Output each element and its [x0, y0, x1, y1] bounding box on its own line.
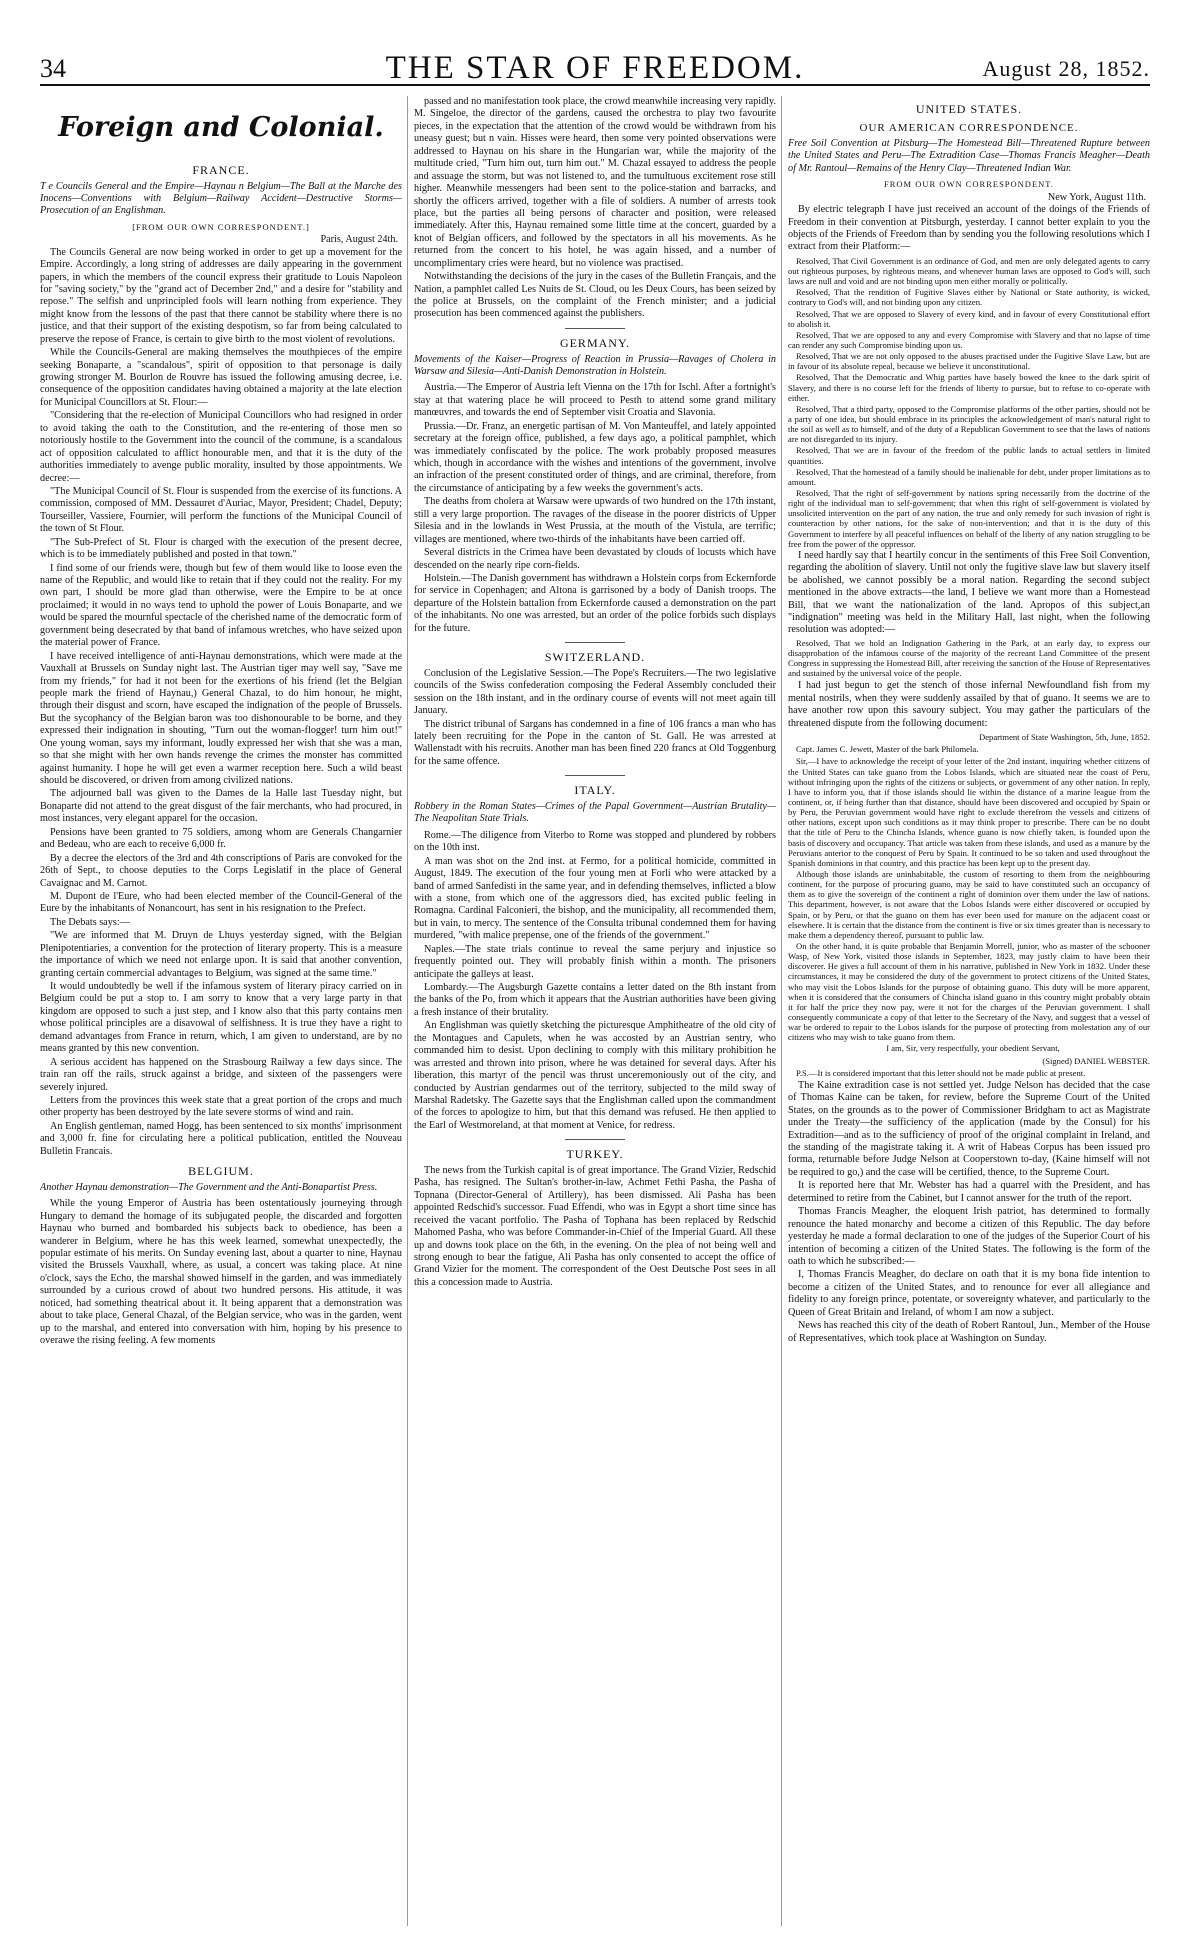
divider: [565, 775, 625, 776]
guano-intro: I had just begun to get the stench of those infernal Newfoundland fish from my mental nostrils, when they were suddenly assailed by that of guano. It seems we are to have another row upon this savoury subject. You may gather the particulars of the threatened dispute from the following document:: [788, 680, 1150, 729]
paragraph: The Councils General are now being worked in order to get up a movement for the Empire. Accordingly, a long string of addresses are daily appearing in the government papers, in which the members of the council express their gratitude to Louis Napoleon for "saving society," by the "grand act of December 2nd," and a desire for "stability and repose." The selfish and unprincipled fools will learn nothing from experience. They might know from the lessons of the past that there cannot be stability where there is no justice, and that their support of the existing despotism, so far from being calculated to preserve the repose of France, is certain to give birth to the most violent of revolutions.: [40, 246, 402, 345]
divider: [565, 642, 625, 643]
paragraph: Several districts in the Crimea have been devastated by clouds of locusts which have descended on the nearly ripe corn-fields.: [414, 547, 776, 571]
paragraph: Lombardy.—The Augsburgh Gazette contains a letter dated on the 8th instant from the banks of the Po, from which it appears that the Austrian authorities have been giving a fresh instance of their brutality.: [414, 982, 776, 1018]
france-byline: [FROM OUR OWN CORRESPONDENT.]: [132, 221, 310, 232]
paragraph: Resolved, That the rendition of Fugitive Slaves either by National or State authority, is wicked, contrary to God's will, and not binding upon any citizen.: [788, 287, 1150, 308]
paragraph: "Considering that the re-election of Municipal Councillors who had resigned in order to avoid taking the oath to the Constitution, and the re-entering of those men so notoriously hostile to the Government into the council of the commune, is a scandalous act of opposition calculated to afflict honourable men, and that it is the duty of the authorities immediately to avenge public morality, insulted by those appointments. We decree:—: [40, 410, 402, 484]
paragraph: While the young Emperor of Austria has been ostentatiously journeying through Hungary to demand the homage of its subjugated people, the discarded and forgotten Haynau who burned and bombarded his subjects back to obedience, has been a wanderer in Belgium, where he has this week learned, somewhat unexpectedly, the popular estimate of his merits. On Sunday evening last, about a quarter to nine, Haynau visited the Brussels Vauxhall, where, as usual, a concert was taking place. At nine o'clock, says the Echo, the marshal showed himself in the garden, and was immediately surrounded by a curious crowd of about two hundred persons. His attitude, it was noticed, had something theatrical about it. It being apparent that a demonstration was about to take place, General Chazal, of the Belgian service, who was in the garden, went up to the marshal, and entered into conversation with him, hoping by his presence to overawe the rising feeling. A few moments: [40, 1198, 402, 1347]
paragraph: On the other hand, it is quite probable that Benjamin Morrell, junior, who as master of the schooner Wasp, of New York, visited those islands in September, 1823, may justly claim to have been their discoverer. He gives a full account of them in his narrative, published in New York in 1832. Under these circumstances, it may be considered the duty of the government to protect citizens of the United States, who may visit the Lobos Islands for the purpose of obtaining guano. This duty will be more apparent, when it is considered that the consumers of Chincha island guano in this country might probably obtain it for half the price they now pay, were it not for the charges of the Peruvian government. I shall consequently communicate a copy of that letter to the Secretary of the Navy, and suggest that a vessel of war be ordered to repair to the Lobos islands for the purpose of protecting from molestation any of our citizens who may wish to take guano from them.: [788, 941, 1150, 1043]
us-subheading: OUR AMERICAN CORRESPONDENCE.: [859, 121, 1079, 134]
italy-heading: ITALY.: [574, 783, 616, 798]
paragraph: While the Councils-General are making themselves the mouthpieces of the empire seeking Bonaparte, a "scandalous", spirit of opposition to that personage is daily growing stronger M. Bourlon de Rouvre has issued the following amusing decree, i.e. consequence of the opposition candidates having obtained a majority at the late election for Municipal Councillors at St. Flour:—: [40, 347, 402, 408]
paragraph: It is reported here that Mr. Webster has had a quarrel with the President, and has determined to retire from the Cabinet, but I cannot answer for the truth of the report.: [788, 1180, 1150, 1204]
germany-heading: GERMANY.: [559, 335, 631, 350]
paragraph: "We are informed that M. Druyn de Lhuys yesterday signed, with the Belgian Plenipotentiaries, a convention for the protection of literary property. This is a measure the importance of which we need not enlarge upon. It is said that another convention, granting certain commercial advantages to Belgium, was signed at the same time.": [40, 930, 402, 979]
us-intro: By electric telegraph I have just received an account of the doings of the Friends of Freedom in their convention at Pitsburgh, yesterday. I cannot better explain to you the objects of the Friends of Freedom than by sending you the following resolutions which I extract from their Platform:—: [788, 204, 1150, 253]
paragraph: The deaths from cholera at Warsaw were upwards of two hundred on the 17th instant, still a very large proportion. The ravages of the disease in the poorer districts of Upper Silesia and in the lowlands in West Prussia, at the mouth of the Vistula, are terrific; villages are mentioned, where two-thirds of the inhabitants have been carried off.: [414, 496, 776, 545]
france-summary: T e Councils General and the Empire—Haynau n Belgium—The Ball at the Marche des Inocens—Conventions with Belgium—Railway Accident—Destructive Storms—Prosecution of an Englishman.: [40, 180, 402, 217]
paragraph: M. Dupont de l'Eure, who had been elected member of the Council-General of the Eure by the inhabitants of Nonancourt, has sent in his resignation to the Prefect.: [40, 890, 402, 915]
paragraph: Holstein.—The Danish government has withdrawn a Holstein corps from Eckernforde for service in Copenhagen; and Altona is garrisoned by a body of Danish troops. The departure of the Holstein battalion from Eckernforde caused a demonstration on the part of the inhabitants. No one was arrested, but an order of the police forbids such displays for the future.: [414, 572, 776, 634]
resolutions: [788, 256, 1150, 549]
newspaper-title: THE STAR OF FREEDOM.: [385, 50, 805, 86]
turkey-heading: TURKEY.: [566, 1147, 624, 1162]
column-3: [788, 96, 1150, 1926]
paragraph: Austria.—The Emperor of Austria left Vienna on the 17th for Ischl. After a fortnight's stay at that watering place he will proceed to Pesth to attend some grand military manœuvres, and towards the end of September visit Croatia and Slavonia.: [414, 382, 776, 419]
paragraph: Conclusion of the Legislative Session.—The Pope's Recruiters.—The two legislative councils of the Swiss confederation composing the Federal Assembly concluded their session on the 18th instant, and in the ordinary course of events will not meet again till January.: [414, 667, 776, 717]
paragraph: It would undoubtedly be well if the infamous system of literary piracy carried on in Belgium could be put a stop to. I am sorry to know that a very large party in that kingdom are opposed to such a just step, and I know also that this party contains men whose political principles are a disavowal of selfishness. It is true they have a right to demand advantages from France in return, which, I am given to understand, are by no means granted by this new convention.: [40, 981, 402, 1055]
paragraph: The district tribunal of Sargans has condemned in a fine of 106 francs a man who has lately been recruiting for the Pope in the canton of St. Gall. He was arrested at Wallenstadt with his recruits. Another man has been fined 220 francs at Old Toggenburg for the same offence.: [414, 718, 776, 767]
paragraph: I find some of our friends were, though but few of them would like to loose even the name of the Republic, and would like to retain that if they could not the reality. For my own part, I should be more glad than otherwise, were the Empire to be at once proclaimed; it would in no ways tend to uphold the power of Louis Bonaparte, and we would be spared the mournful spectacle of the cherished name of the democratic form of government being desecrated by that band of infamous wretches, who have seized upon the material power of France.: [40, 562, 402, 649]
paragraph: A serious accident has happened on the Strasbourg Railway a few days since. The train ran off the rails, struck against a bridge, and sixteen of the passengers were severely injured.: [40, 1056, 402, 1093]
france-heading: FRANCE.: [192, 162, 250, 177]
paragraph: By a decree the electors of the 3rd and 4th conscriptions of Paris are convoked for the 26th of Sept., to choose deputies to the Corps Legislatif in the place of General Cavaignac and M. Carnot.: [40, 852, 402, 889]
paragraph: "The Sub-Prefect of St. Flour is charged with the execution of the present decree, which is to be immediately published and posted in that town.": [40, 536, 402, 561]
belgium-heading: BELGIUM.: [188, 1164, 254, 1179]
column-1: [40, 96, 402, 1926]
paragraph: The adjourned ball was given to the Dames de la Halle last Tuesday night, but Bonaparte did not attend to the great disgust of the fair merchants, who had procured, in most instances, very elegant apparel for the occasion.: [40, 788, 402, 825]
paragraph: News has reached this city of the death of Robert Rantoul, Jun., Member of the House of Representatives, which took place at Washington on Sunday.: [788, 1320, 1150, 1344]
paragraph: Thomas Francis Meagher, the eloquent Irish patriot, has determined to formally renounce the hated monarchy and become a citizen of this Republic. The day before yesterday he made a formal declaration to one of the judges of the Superior Court of his intention of becoming a citizen of the United States. The following is the form of the oath to which he subscribed:—: [788, 1206, 1150, 1267]
paragraph: Notwithstanding the decisions of the jury in the cases of the Bulletin Français, and the Nation, a pamphlet called Les Nuits de St. Cloud, ou les Deux Cours, has been seized by the police at Brussels, on the complaint of the French minister; and a judicial prosecution has been commenced against the publishers.: [414, 271, 776, 320]
us-byline: FROM OUR OWN CORRESPONDENT.: [884, 179, 1054, 190]
paragraph: Resolved, That we are not only opposed to the abuses practised under the Fugitive Slave Law, but are in favour of its absolute repeal, because we believe it unconstitutional.: [788, 351, 1150, 372]
paragraph: Rome.—The diligence from Viterbo to Rome was stopped and plundered by robbers on the 10th inst.: [414, 829, 776, 854]
masthead: [40, 44, 1150, 86]
section-title: Foreign and Colonial.: [58, 112, 384, 143]
doc-dateline: Department of State Washington, 5th, June, 1852.: [979, 732, 1150, 743]
paragraph: A man was shot on the 2nd inst. at Fermo, for a political homicide, committed in August, 1849. The execution of the four young men at Forli who were attacked by a band of armed Sanfedisti in the same year, and in defending themselves, inflicted a blow with a stone, from which one of the aggressors died, has excited public feeling in Romagna. Cardinal Falconieri, the bishop, and the municipality, all recommended them, but in vain, to mercy. The sentence of the Consulta tribunal condemned them for having murdered, "with malice prepense, one of the friends of the government.": [414, 855, 776, 942]
paragraph: Prussia.—Dr. Franz, an energetic partisan of M. Von Manteuffel, and lately appointed secretary at the foreign office, published, a few days ago, a political pamphlet, which was immediately confiscated by the police. The work probably proposed measures which, though in accordance with the wishes and intentions of the government, involve an infraction of the present constituted order of things, and are criminal, therefore, from the circumstance of anticipating by a few weeks the government's acts.: [414, 420, 776, 494]
indignation-resolution: Resolved, That we hold an Indignation Gathering in the Park, at an early day, to express our disapprobation of the infamous course of the majority of the recreant Land Committee of the present Congress in suppressing the Homestead Bill, after receiving the sanction of the House of Representatives and sustained by the universal voice of the people.: [788, 637, 1150, 679]
paragraph: I need hardly say that I heartily concur in the sentiments of this Free Soil Convention, regarding the abolition of slavery. Until not only the fugitive slave law but slavery itself be abolished, we cannot possibly be a moral nation. Regarding the second subject mentioned in the above extracts—the land, I believe we want more than a Homestead Bill, that we want the nationalization of the land. Apropos of this subject,an "indignation" meeting was held in the Military Hall, last night, when the following resolution was adopted:—: [788, 549, 1150, 636]
italy-summary: Robbery in the Roman States—Crimes of the Papal Government—Austrian Brutality—The Neapolitan State Trials.: [414, 800, 776, 825]
us-summary: Free Soil Convention at Pitsburg—The Homestead Bill—Threatened Rupture between the United States and Peru—The Extradition Case—Thomas Francis Meagher—Death of Mr. Rantoul—Remains of the Henry Clay—Threatened Indian War.: [788, 138, 1150, 174]
paragraph: Resolved, That the Democratic and Whig parties have basely bowed the knee to the dark spirit of Slavery, and there is no course left for the friends of liberty to pursue, but to refuse to co-operate with either.: [788, 372, 1150, 403]
paragraph: Naples.—The state trials continue to reveal the same perjury and injustice so frequently pointed out. They will probably finish within a month. The prisoners anticipate the galleys at least.: [414, 943, 776, 980]
france-body: [40, 247, 402, 1159]
paragraph: Resolved, That we are opposed to any and every Compromise with Slavery and that no lapse of time can render any such Compromise binding upon us.: [788, 329, 1150, 351]
column-rule: [781, 96, 782, 1926]
us-mid: [788, 550, 1150, 637]
paragraph: The Debats says:—: [50, 916, 130, 928]
us-heading: UNITED STATES.: [915, 102, 1023, 116]
paragraph: "The Municipal Council of St. Flour is suspended from the exercise of its functions. A commission, composed of MM. Dessauret d'Auriac, Mayor, President; Chadel, Deputy; Tourseiller, Vassiere, Fournier, will perform the functions of the Municipal Council of the town of St Flour.: [40, 485, 402, 535]
doc-signature: (Signed) DANIEL WEBSTER.: [1042, 1055, 1150, 1066]
france-dateline: Paris, August 24th.: [320, 234, 398, 246]
paragraph: The Kaine extradition case is not settled yet. Judge Nelson has decided that the case of Thomas Kaine can be taken, for review, before the Supreme Court of the United States, on the grounds as to the power of Commissioner Bridgham to act as Magistrate under the Treaty—the sufficiency of the application (made by the Consul) for his Extradition—and as to the sufficiency of proof of the original complaint in Ireland, and the standing of the magistrate taking it. A writ of Habeas Corpus has been issued pro forma, returnable before Judge Nelson at Cooperstown to-day, (Kaine himself will not be required to go,) and the case will be certified, thence, to the Supreme Court.: [788, 1079, 1150, 1178]
paragraph: Although those islands are uninhabitable, the custom of resorting to them from the neighbouring continent, for the purpose of procuring guano, may be said to have constituted such an occupancy of them as to give the sovereign of the continent a right of dominion over them under the law of nations. This department, however, is not aware that the Lobos Islands were either discovered or occupied by Spain, or by Peru, or that the guano on them has ever been used for manure on the adjacent coast or elsewhere. It is certain that the distance from the continent is five or six times greater than is necessary to make them a dependency thereof, pursuant to public law.: [788, 869, 1150, 940]
paragraph: Pensions have been granted to 75 soldiers, among whom are Generals Changarnier and Bedeau, who are each to receive 6,000 fr.: [40, 826, 402, 851]
column-rule: [407, 96, 408, 1926]
divider: [565, 1139, 625, 1140]
paragraph: passed and no manifestation took place, the crowd meanwhile increasing very rapidly. M. Singeloe, the director of the gardens, caused the orchestra to play two favourite pieces, in the expectation that the attention of the crowd would be withdrawn from his uneasy guest; but n vain. Hisses were heard, then some very pointed observations were addressed to Haynau on his share in the Hungarian war, while the majority of the multitude cried, "Turn him out, turn him out." M. Chazal essayed to address the people and assuage the storm, but was not listened to, and the tumultuous excitement rose still higher. Meanwhile messengers had been sent to the police-station and barracks, and shortly the officers arrived, together with a file of soldiers. A number of arrests took place, but the parties all being persons of character and position, were released immediately. After this, Haynau remained some little time at the concert, guarded by a knot of Belgian officers, and followed by the spectators in all his movements. As he returned from the concert to his hotel, he was again hissed, and a number of uncomplimentary cries were heard, but no violence was practised.: [414, 96, 776, 269]
us-dateline: New York, August 11th.: [1047, 191, 1146, 203]
column-2: [414, 96, 776, 1926]
paragraph: Resolved, That the homestead of a family should be inalienable for debt, under proper limitations as to amount.: [788, 466, 1150, 487]
webster-letter: [788, 756, 1150, 1042]
belgium-summary: Another Haynau demonstration—The Government and the Anti-Bonapartist Press.: [40, 1181, 378, 1193]
paragraph: The news from the Turkish capital is of great importance. The Grand Vizier, Redschid Pasha, has resigned. The Sultan's brother-in-law, Achmet Fethi Pasha, the Pasha of Topnana (Director-General of Artillery), has been dismissed. Ali Pasha has been appointed Redschid's successor. Fuad Effendi, who was in Egypt a short time since has received the vacant portfolio. The Pasha of Tophana has been replaced by Redschid Mahomed Pasha, who was before Commander-in-Chief of the Imperial Guard. All these up and downs took place on the 6th, in the evening. On the plea of not being well and strong enough to bear the fatigue, Ali Pasha has only consented to accept the office of Grand Vizier for the moment. The correspondent of the Oest Deutsche Post sees in all this a concession made to Austria.: [414, 1164, 776, 1288]
paragraph: Resolved, That Civil Government is an ordinance of God, and men are only delegated agents to carry out righteous purposes, by righteous means, and whenever human laws are opposed to God's will, such laws are null and void and are not binding upon men either morally or politically.: [788, 255, 1150, 287]
paragraph: Letters from the provinces this week state that a great portion of the crops and much other property has been destroyed by the late severe storms of wind and rain.: [40, 1094, 402, 1119]
switzerland-heading: SWITZERLAND.: [544, 650, 646, 665]
issue-date: August 28, 1852.: [982, 56, 1150, 81]
paragraph: An Englishman was quietly sketching the picturesque Amphitheatre of the old city of the Montagues and Capulets, when he was accosted by an Austrian sentry, who commanded him to desist. Upon declining to comply with this military prohibition he was arrested and thrown into prison, where he was detained for several days. After his liberation, this martyr of the pencil was thrust unceremoniously out of the city, and conducted by Austrian gendarmes out of the territory, subjected to the mild sway of Marshal Radetsky. The Gazette says that the Englishman called upon the commandment of the forces to apologize to him, but that this demand was refused. He then applied to the Earl of Westmoreland, at that moment at Venice, for redress.: [414, 1020, 776, 1131]
paragraph: Resolved, That we are in favour of the freedom of the public lands to actual settlers in limited quantities.: [788, 445, 1150, 466]
doc-postscript: P.S.—It is considered important that this letter should not be made public at present.: [796, 1067, 1086, 1078]
belgium-continued: [414, 96, 776, 321]
germany-body: [414, 382, 776, 635]
italy-body: [414, 830, 776, 1133]
paragraph: Resolved, That we are opposed to Slavery of every kind, and in favour of every Constitutional effort to abolish it.: [788, 308, 1150, 329]
paragraph: I have received intelligence of anti-Haynau demonstrations, which were made at the Vauxhall at Brussels on Sunday night last. The Austrian tiger may well say, "Save me from my friends," for had it not been for the exertions of his friend (let the Belgian people mark the friend of Haynau,) General Chazal, to do him honour, he might, through their disgust and scorn, have escaped the indignation of the people of Brussels. But the sycophancy of the Belgian baron was too dishonourable to be borne, and they expressed their indignation in shouting, "Turn out the woman-flogger! turn him out!" One young woman, says my informant, loudly expressed her wish that she was a man, so that she might with her own hands revenge the crimes the monster has committed against humanity. I hope he will get even a warmer reception here. Such a wild beast should be discovered, or driven from among civilized nations.: [40, 650, 402, 787]
paragraph: An English gentleman, named Hogg, has been sentenced to six months' imprisonment and 3,000 fr. fine for circulating here a political publication, entitled the Nouveau Bulletin Francais.: [40, 1120, 402, 1157]
paragraph: Sir,—I have to acknowledge the receipt of your letter of the 2nd instant, inquiring whether citizens of the United States can take guano from the Lobos Islands, which are situated near the coast of Peru, without infringing upon the rights of the citizens or subjects, or government of any other nation. In reply, I have to inform you, that if those islands should lie within the distance of a marine league from the continent, or, if being further than that distance, should have been discovered and occupied by Spain or by Peru, the Peruvian government would have right to exclude therefrom the vessels and citizens of other nations, except upon such conditions as it may think proper to prescribe. There can be no doubt that the title of Peru to the Chincha Islands, whence guano is now chiefly taken, is founded upon the basis of discovery and occupancy. That article was taken from these islands, and used as a manure by the Peruvians anterior to the conquest of Peru by Spain. It continued to be so taken and used throughout the Spanish dominions in that country, and this practice has been kept up to the present day.: [788, 756, 1150, 868]
divider: [565, 328, 625, 329]
paragraph: I, Thomas Francis Meagher, do declare on oath that it is my bona fide intention to become a citizen of the United States, and to renounce for ever all allegiance and fidelity to any foreign prince, potentate, or sovereignty whatever, and particularly to the Queen of Great Britain and Ireland, of whom I am now a subject.: [788, 1269, 1150, 1318]
belgium-body: [40, 1198, 402, 1347]
turkey-body: [414, 1165, 776, 1289]
us-closing: [788, 1080, 1150, 1345]
doc-close: I am, Sir, very respectfully, your obedient Servant,: [886, 1043, 1060, 1054]
paragraph: Resolved, That the right of self-government by nations spring necessarily from the doctrine of the right of the individual man to self-government; that when this right of self-government is violated by unsolicited intervention on the part of any nation, the true and only remedy for such invasion of right is counteraction by other nations, for the sake of non-intervention; and that it is the duty of this Government to interfere by all peaceful influences on behalf of the liberty of any nation struggling to be free from the power of the oppressor.: [788, 487, 1150, 549]
germany-summary: Movements of the Kaiser—Progress of Reaction in Prussia—Ravages of Cholera in Warsaw and Silesia—Anti-Danish Demonstration in Holstein.: [414, 353, 776, 377]
page-number: 34: [40, 54, 66, 83]
doc-addressee: Capt. James C. Jewett, Master of the bark Philomela.: [796, 744, 979, 755]
paragraph: Resolved, That a third party, opposed to the Compromise platforms of the other parties, should not be a party of one idea, but should embrace in its principles the acknowledgement of man's natural right to the soil as well as to himself, and of the duty of a Republican Government to see that the laws of nations are not disregarded to its injury.: [788, 403, 1150, 445]
switzerland-body: [414, 668, 776, 769]
